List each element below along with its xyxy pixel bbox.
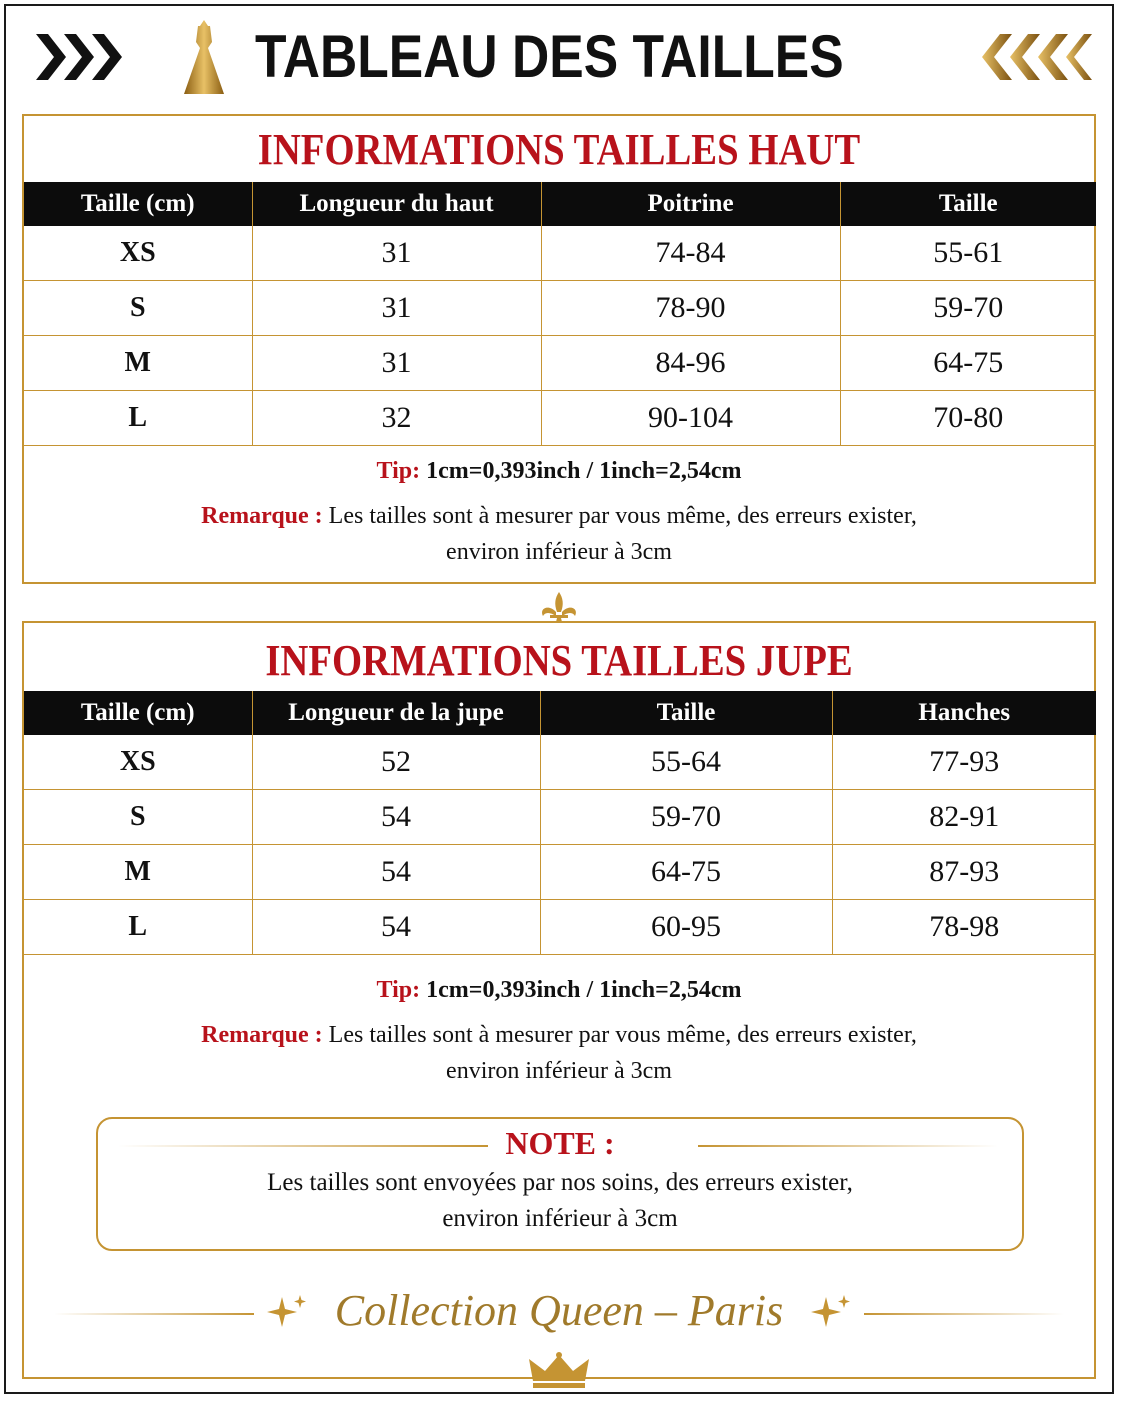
table-cell: 64-75 bbox=[540, 845, 832, 900]
remark-text: Les tailles sont à mesurer par vous même, des erreurs exister, bbox=[328, 503, 917, 529]
tip-line bbox=[24, 458, 1094, 485]
table-cell: 87-93 bbox=[832, 845, 1096, 900]
section-title: INFORMATIONS TAILLES HAUT bbox=[257, 125, 861, 174]
remark-text: Les tailles sont à mesurer par vous même, des erreurs exister, bbox=[328, 1022, 917, 1048]
chevrons-right-icon bbox=[36, 30, 122, 84]
table-cell: 70-80 bbox=[840, 391, 1096, 446]
tip-label: Tip: bbox=[376, 977, 421, 1003]
remark-line bbox=[24, 1017, 1094, 1053]
table-header-row bbox=[24, 691, 1096, 735]
table-cell: 54 bbox=[252, 900, 540, 955]
table-cell: 52 bbox=[252, 735, 540, 790]
column-header: Taille bbox=[540, 691, 832, 735]
column-header: Longueur du haut bbox=[252, 182, 541, 226]
table-row bbox=[24, 790, 1096, 845]
table-row bbox=[24, 336, 1096, 391]
size-cell: XS bbox=[24, 226, 252, 281]
bottom-size-panel bbox=[22, 621, 1096, 1379]
size-cell: XS bbox=[24, 735, 252, 790]
size-cell: L bbox=[24, 391, 252, 446]
column-header: Taille bbox=[840, 182, 1096, 226]
remark-line: environ inférieur à 3cm bbox=[446, 539, 672, 565]
remark bbox=[24, 498, 1094, 570]
column-header: Hanches bbox=[832, 691, 1096, 735]
remark-label: Remarque : bbox=[201, 503, 323, 529]
table-row bbox=[24, 900, 1096, 955]
table-cell: 84-96 bbox=[541, 336, 840, 391]
table-cell: 78-98 bbox=[832, 900, 1096, 955]
size-cell: S bbox=[24, 790, 252, 845]
tip-text: 1cm=0,393inch / 1inch=2,54cm bbox=[426, 977, 742, 1003]
table-cell: 32 bbox=[252, 391, 541, 446]
size-cell: M bbox=[24, 845, 252, 900]
size-cell: M bbox=[24, 336, 252, 391]
tip-line bbox=[24, 977, 1094, 1004]
table-cell: 31 bbox=[252, 281, 541, 336]
table-cell: 90-104 bbox=[541, 391, 840, 446]
table-cell: 59-70 bbox=[540, 790, 832, 845]
table-cell: 31 bbox=[252, 336, 541, 391]
size-cell: S bbox=[24, 281, 252, 336]
size-cell: L bbox=[24, 900, 252, 955]
note-title: NOTE : bbox=[505, 1125, 615, 1161]
table-cell: 60-95 bbox=[540, 900, 832, 955]
page-title: TABLEAU DES TAILLES bbox=[255, 23, 844, 90]
sparkle-icon bbox=[806, 1293, 854, 1333]
table-cell: 55-64 bbox=[540, 735, 832, 790]
table-row bbox=[24, 391, 1096, 446]
table-cell: 82-91 bbox=[832, 790, 1096, 845]
remark-line bbox=[24, 498, 1094, 534]
column-header: Longueur de la jupe bbox=[252, 691, 540, 735]
table-cell: 31 bbox=[252, 226, 541, 281]
table-cell: 54 bbox=[252, 790, 540, 845]
brand-signature: Collection Queen – Paris bbox=[334, 1286, 784, 1335]
note-line: environ inférieur à 3cm bbox=[442, 1205, 678, 1232]
table-cell: 78-90 bbox=[541, 281, 840, 336]
top-size-table bbox=[24, 182, 1096, 446]
column-header: Taille (cm) bbox=[24, 691, 252, 735]
remark bbox=[24, 1017, 1094, 1089]
table-row bbox=[24, 226, 1096, 281]
dress-icon bbox=[178, 18, 230, 98]
remark-label: Remarque : bbox=[201, 1022, 323, 1048]
top-size-panel bbox=[22, 114, 1096, 584]
table-cell: 77-93 bbox=[832, 735, 1096, 790]
column-header: Taille (cm) bbox=[24, 182, 252, 226]
table-cell: 64-75 bbox=[840, 336, 1096, 391]
tip-text: 1cm=0,393inch / 1inch=2,54cm bbox=[426, 458, 742, 484]
column-header: Poitrine bbox=[541, 182, 840, 226]
table-row bbox=[24, 845, 1096, 900]
chevrons-left-icon bbox=[982, 30, 1092, 84]
note-line: Les tailles sont envoyées par nos soins, des erreurs exister, bbox=[267, 1169, 853, 1196]
note-text bbox=[98, 1165, 1022, 1237]
remark-line: environ inférieur à 3cm bbox=[446, 1058, 672, 1084]
table-cell: 59-70 bbox=[840, 281, 1096, 336]
tip-label: Tip: bbox=[376, 458, 421, 484]
header bbox=[0, 0, 1122, 112]
note-box bbox=[96, 1117, 1024, 1251]
crown-icon bbox=[527, 1351, 591, 1391]
table-cell: 54 bbox=[252, 845, 540, 900]
bottom-size-table bbox=[24, 691, 1096, 955]
table-row bbox=[24, 281, 1096, 336]
table-cell: 74-84 bbox=[541, 226, 840, 281]
section-title: INFORMATIONS TAILLES JUPE bbox=[265, 636, 853, 685]
table-cell: 55-61 bbox=[840, 226, 1096, 281]
table-row bbox=[24, 735, 1096, 790]
table-header-row bbox=[24, 182, 1096, 226]
